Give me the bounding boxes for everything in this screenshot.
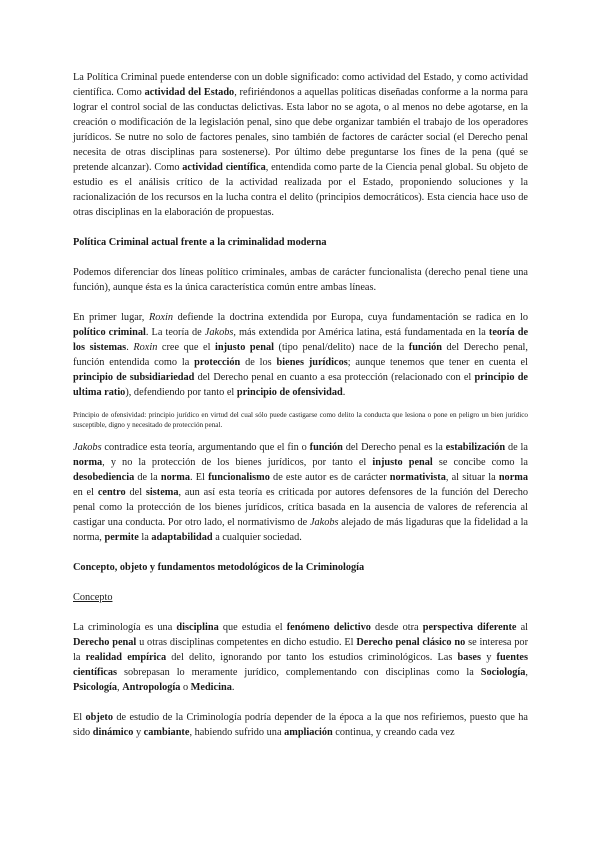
text-segment: y bbox=[481, 652, 497, 663]
bold-term: objeto bbox=[85, 712, 113, 723]
bold-term: norma bbox=[73, 457, 103, 468]
text-segment: . bbox=[126, 342, 134, 353]
text-segment: del bbox=[125, 487, 146, 498]
text-segment: se concibe como la bbox=[432, 457, 528, 468]
text-segment: de la bbox=[134, 472, 161, 483]
paragraph-politica-criminal bbox=[73, 70, 528, 220]
paragraph-lineas-politico-criminales bbox=[73, 265, 528, 295]
bold-term: permite bbox=[104, 532, 139, 543]
text-segment: al bbox=[516, 622, 529, 633]
note-principio-ofensividad bbox=[73, 410, 528, 430]
bold-term: disciplina bbox=[176, 622, 219, 633]
text-segment: del Derecho penal es la bbox=[342, 442, 446, 453]
bold-term: actividad científica bbox=[182, 162, 266, 173]
text-segment: de la bbox=[505, 442, 528, 453]
text-segment: en el bbox=[73, 487, 98, 498]
bold-term: político criminal bbox=[73, 327, 146, 338]
bold-term: estabilización bbox=[445, 442, 506, 453]
bold-term: principio de ofensividad bbox=[236, 387, 343, 398]
text-segment: de los bbox=[240, 357, 277, 368]
heading-criminologia: Concepto, objeto y fundamentos metodológicos de la Criminología bbox=[73, 562, 365, 573]
bold-term: injusto penal bbox=[372, 457, 433, 468]
paragraph-concepto-criminologia bbox=[73, 620, 528, 695]
text-segment: , bbox=[525, 667, 528, 678]
text-segment: La Política Criminal puede entenderse con un doble significado: como actividad del Estado, y como actividad científica. Como bbox=[73, 72, 528, 98]
bold-term: Psicología bbox=[73, 682, 118, 693]
text-segment: , aun así esta teoría es criticada por autores defensores de la función del Derecho penal como la protección de los bienes jurídicos, crítica basada en la ausencia de valores de referencia al castigar una conducta. Por otro lado, el normativismo de bbox=[73, 487, 528, 528]
text-segment: , entendida como parte de la Ciencia penal global. Su objeto de estudio es el análisis crítico de la actividad realizada por el Estado, proponiendo soluciones y la racionalización de los recursos en la lucha contra el delito (principios democráticos). Esta ciencia hace uso de otras disciplinas en la elaboración de propuestas. bbox=[73, 162, 528, 218]
italic-author: Jakobs bbox=[309, 517, 339, 528]
italic-author: Roxin bbox=[133, 342, 158, 353]
text-segment: Podemos diferenciar dos líneas político criminales, ambas de carácter funcionalista (derecho penal tiene una función), aunque ésta es la única característica común entre ambas líneas. bbox=[73, 267, 528, 293]
text-segment: u otras disciplinas competentes en dicho estudio. El bbox=[136, 637, 357, 648]
text-segment: desde otra bbox=[370, 622, 423, 633]
text-segment: defiende la doctrina extendida por Europa, cuya fundamentación se radica en lo bbox=[173, 312, 528, 323]
text-segment: contradice esta teoría, argumentando que el fin o bbox=[101, 442, 310, 453]
bold-term: normativista bbox=[389, 472, 446, 483]
bold-term: norma bbox=[160, 472, 191, 483]
text-segment: Principio de ofensividad: principio jurídico en virtud del cual sólo puede castigarse como delito la conducta que lesiona o pone en peligro un bien jurídico susceptible, digno y necesitado de protección penal. bbox=[73, 411, 528, 429]
bold-term: desobediencia bbox=[73, 472, 135, 483]
text-segment: , bbox=[117, 682, 123, 693]
document-body bbox=[73, 70, 528, 740]
text-segment: , habiendo sufrido una bbox=[189, 727, 285, 738]
bold-term: adaptabilidad bbox=[151, 532, 213, 543]
text-segment: . El bbox=[190, 472, 209, 483]
bold-term: teoría de los sistemas bbox=[73, 327, 529, 353]
text-segment: , más extendida por América latina, está fundamentada en la bbox=[233, 327, 489, 338]
bold-term: actividad del Estado bbox=[144, 87, 235, 98]
bold-term: bienes jurídicos bbox=[276, 357, 348, 368]
text-segment: del Derecho penal, función entendida como la bbox=[73, 342, 528, 368]
text-segment: , al situar la bbox=[445, 472, 499, 483]
bold-term: fuentes científicas bbox=[73, 652, 528, 678]
bold-term: perspectiva diferente bbox=[422, 622, 517, 633]
text-segment: ), defendiendo por tanto el bbox=[125, 387, 237, 398]
bold-term: dinámico bbox=[92, 727, 134, 738]
text-segment: La criminología es una bbox=[73, 622, 177, 633]
bold-term: función bbox=[408, 342, 442, 353]
text-segment: . La teoría de bbox=[145, 327, 205, 338]
text-segment: de este autor es de carácter bbox=[269, 472, 390, 483]
italic-author: Jakobs bbox=[73, 442, 102, 453]
text-segment: alejado de más ligaduras que la fidelidad a la norma, bbox=[73, 517, 528, 543]
text-segment: se interesa por la bbox=[73, 637, 529, 663]
bold-term: Derecho penal clásico no bbox=[356, 637, 466, 648]
text-segment: la bbox=[138, 532, 152, 543]
italic-author: Jakobs bbox=[204, 327, 234, 338]
bold-term: realidad empírica bbox=[85, 652, 167, 663]
text-segment: En primer lugar, bbox=[73, 312, 149, 323]
bold-term: bases bbox=[457, 652, 482, 663]
subheading-concepto: Concepto bbox=[73, 592, 113, 603]
bold-term: Derecho penal bbox=[73, 637, 137, 648]
text-segment: continua, y creando cada vez bbox=[332, 727, 455, 738]
bold-term: sistema bbox=[145, 487, 179, 498]
italic-author: Roxin bbox=[148, 312, 174, 323]
text-segment: . bbox=[342, 387, 346, 398]
text-segment: de estudio de la Criminología podría depender de la época a la que nos refiriemos, puesto que ha sido bbox=[73, 712, 528, 738]
text-segment: . bbox=[231, 682, 235, 693]
bold-term: función bbox=[309, 442, 343, 453]
bold-term: cambiante bbox=[143, 727, 190, 738]
text-segment: del delito, ignorando por tanto los estudios criminológicos. Las bbox=[166, 652, 458, 663]
heading-politica-criminal-actual: Política Criminal actual frente a la criminalidad moderna bbox=[73, 237, 327, 248]
bold-term: centro bbox=[97, 487, 126, 498]
text-segment: , refiriéndonos a aquellas políticas diseñadas conforme a la norma para lograr el control social de las conductas delictivas. Esta labor no se agota, o al menos no debe agotarse, en la creación o modificación de la legislación penal, sino que debe organizar también el trabajo de los operadores jurídicos. Se nutre no solo de factores penales, sino también de factores de carácter social (el Derecho penal necesita de otras disciplinas para sostenerse). Por último debe preguntarse los fines de la pena (qué se pretende alcanzar). Como bbox=[73, 87, 529, 173]
text-segment: del Derecho penal en cuanto a esa protección (relacionado con el bbox=[194, 372, 475, 383]
text-segment: a cualquier sociedad. bbox=[212, 532, 302, 543]
bold-term: principio de ultima ratio bbox=[73, 372, 528, 398]
text-segment: sobrepasan lo meramente jurídico, complementando con disciplinas como la bbox=[117, 667, 481, 678]
text-segment: (tipo penal/delito) nace de la bbox=[273, 342, 409, 353]
bold-term: norma bbox=[498, 472, 528, 483]
bold-term: ampliación bbox=[284, 727, 333, 738]
text-segment: ; aunque tenemos que tener en cuenta el bbox=[347, 357, 528, 368]
bold-term: Medicina bbox=[190, 682, 232, 693]
bold-term: Antropología bbox=[122, 682, 181, 693]
paragraph-jakobs bbox=[73, 440, 528, 545]
text-segment: , y no la protección de los bienes jurídicos, por tanto el bbox=[102, 457, 373, 468]
paragraph-roxin bbox=[73, 310, 528, 400]
bold-term: funcionalismo bbox=[208, 472, 270, 483]
bold-term: fenómeno delictivo bbox=[286, 622, 371, 633]
paragraph-objeto-criminologia bbox=[73, 710, 528, 740]
bold-term: principio de subsidiariedad bbox=[73, 372, 195, 383]
bold-term: Sociología bbox=[480, 667, 526, 678]
text-segment: cree que el bbox=[157, 342, 216, 353]
bold-term: protección bbox=[194, 357, 241, 368]
text-segment: o bbox=[180, 682, 191, 693]
text-segment: y bbox=[133, 727, 144, 738]
bold-term: injusto penal bbox=[215, 342, 274, 353]
text-segment: El bbox=[73, 712, 86, 723]
text-segment: que estudia el bbox=[218, 622, 287, 633]
